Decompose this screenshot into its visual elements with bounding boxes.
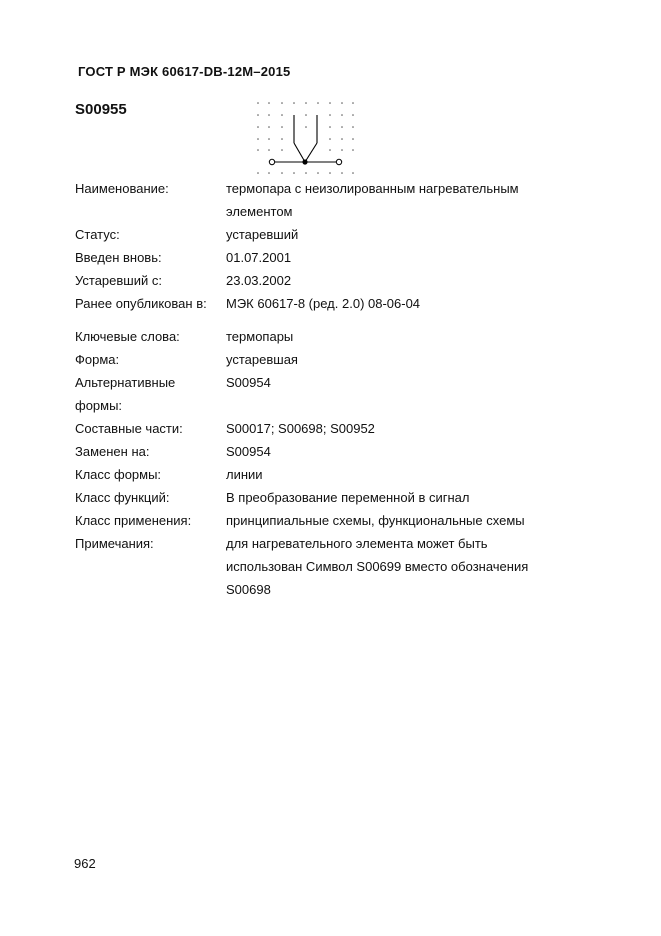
field-label-line: Альтернативные <box>75 375 176 390</box>
field-value: устаревшая <box>226 352 298 367</box>
field-value: S00017; S00698; S00952 <box>226 421 375 436</box>
field-value: МЭК 60617-8 (ред. 2.0) 08-06-04 <box>226 296 421 311</box>
page-number: 962 <box>74 856 96 871</box>
field-label: Устаревший с: <box>75 273 162 288</box>
field-label: Класс функций: <box>75 490 170 505</box>
field-label: Введен вновь: <box>75 250 162 265</box>
field-label: Составные части: <box>75 421 183 436</box>
field-label: Примечания: <box>75 536 154 551</box>
field-value: 01.07.2001 <box>226 250 292 265</box>
field-value <box>226 177 556 223</box>
symbol-code: S00955 <box>75 101 127 118</box>
symbol-lines <box>275 115 336 162</box>
junction-dot <box>302 159 307 164</box>
field-value-line: термопара с неизолированным нагревательным <box>226 181 519 196</box>
field-label-line: формы: <box>75 398 123 413</box>
field-label: Класс применения: <box>75 513 192 528</box>
field-value: термопары <box>226 329 294 344</box>
field-value <box>226 532 556 601</box>
thermocouple-symbol-figure <box>256 100 356 177</box>
field-label: Заменен на: <box>75 444 150 459</box>
field-value-line: для нагревательного элемента может быть <box>226 536 488 551</box>
field-value-line: использован Символ S00699 вместо обозначения <box>226 559 529 574</box>
field-label: Класс формы: <box>75 467 162 482</box>
document-header: ГОСТ Р МЭК 60617-DB-12M–2015 <box>78 64 291 79</box>
field-value-line: элементом <box>226 204 293 219</box>
field-value: В преобразование переменной в сигнал <box>226 490 470 505</box>
field-label: Ключевые слова: <box>75 329 180 344</box>
field-value: 23.03.2002 <box>226 273 292 288</box>
field-label: Статус: <box>75 227 120 242</box>
field-label: Форма: <box>75 352 120 367</box>
field-value-line: S00698 <box>226 582 271 597</box>
terminal-left <box>269 159 274 164</box>
field-label: Наименование: <box>75 181 169 196</box>
field-value: устаревший <box>226 227 299 242</box>
field-value: принципиальные схемы, функциональные схемы <box>226 513 525 528</box>
field-value: линии <box>226 467 263 482</box>
field-value: S00954 <box>226 375 271 390</box>
field-value: S00954 <box>226 444 271 459</box>
field-label <box>75 371 225 417</box>
field-label: Ранее опубликован в: <box>75 296 207 311</box>
terminal-right <box>336 159 341 164</box>
